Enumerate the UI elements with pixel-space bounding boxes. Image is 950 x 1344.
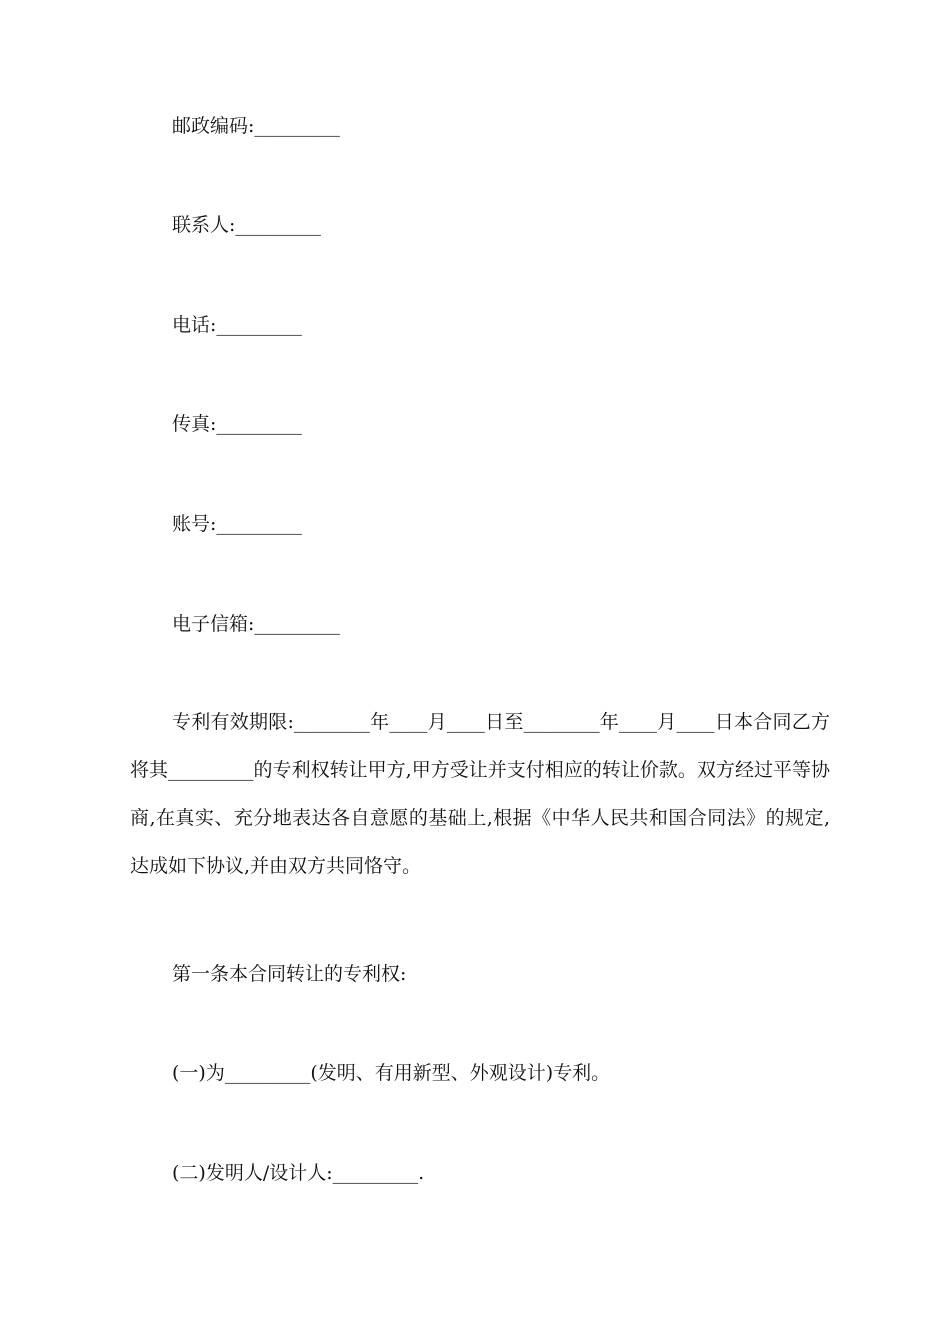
contact-field: 联系人:_________ [172,214,321,236]
phone-field: 电话:_________ [172,314,302,336]
article-1-item-1: (一)为_________(发明、有用新型、外观设计)专利。 [172,1062,611,1084]
article-1-title: 第一条本合同转让的专利权: [172,963,407,985]
email-field: 电子信箱:_________ [172,613,340,635]
account-field: 账号:_________ [172,513,302,535]
postal-code-field: 邮政编码:_________ [172,115,340,137]
preamble-paragraph: 专利有效期限:________年____月____日至________年____月____日本合同乙方将其_________的专利权转让甲方,甲方受让并支付相应的转让价款。双方经过平等协商,在真实、充分地表达各自意愿的基础上,根据《中华人民共和国合同法》的规定,达成如下协议,并由双方共同恪守。 [130,711,830,877]
fax-field: 传真:_________ [172,413,302,435]
article-1-item-2: (二)发明人/设计人:_________. [172,1162,425,1184]
